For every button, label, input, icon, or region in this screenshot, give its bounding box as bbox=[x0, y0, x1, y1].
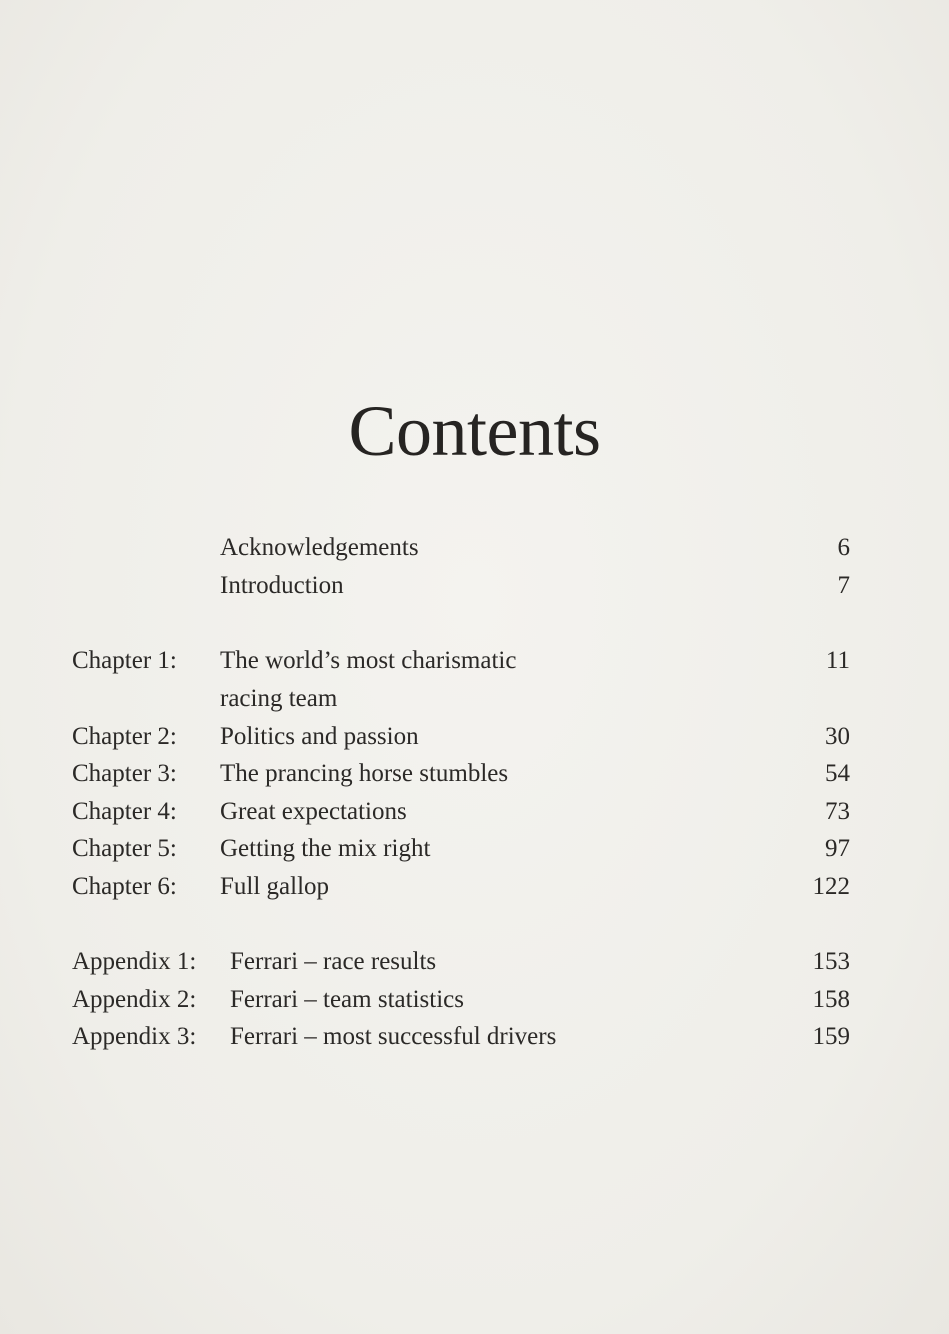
toc-entry-page: 7 bbox=[837, 571, 850, 599]
toc-entry-title: Full gallop bbox=[220, 872, 330, 900]
toc-entry-page: 159 bbox=[812, 1023, 850, 1050]
toc-entry-page: 153 bbox=[812, 948, 850, 975]
toc-entry-title: Ferrari – most successful drivers bbox=[230, 1023, 557, 1050]
toc-entry-page: 11 bbox=[825, 647, 850, 674]
toc-entry-chapter-4 bbox=[72, 793, 850, 831]
toc-entry-chapter-1 bbox=[72, 642, 850, 680]
toc-entry-page: 158 bbox=[812, 985, 850, 1013]
toc-entry-page: 73 bbox=[825, 797, 850, 825]
table-of-contents bbox=[72, 529, 850, 1056]
toc-entry-title-continued: racing team bbox=[220, 684, 338, 712]
toc-entry-title: Introduction bbox=[220, 571, 344, 599]
section-gap bbox=[72, 905, 850, 943]
toc-entry-label: Appendix 1: bbox=[72, 948, 197, 975]
toc-entry-chapter-2 bbox=[72, 718, 850, 756]
toc-entry-chapter-1-continued bbox=[72, 680, 850, 718]
toc-entry-page: 122 bbox=[812, 872, 850, 900]
toc-entry-label: Chapter 3: bbox=[72, 760, 177, 787]
toc-entry-title: Great expectations bbox=[220, 797, 407, 825]
toc-entry-chapter-3 bbox=[72, 755, 850, 793]
toc-entry-page: 30 bbox=[825, 722, 850, 750]
toc-entry-title: Ferrari – team statistics bbox=[230, 985, 464, 1013]
toc-entry-label: Chapter 2: bbox=[72, 722, 177, 750]
toc-entry-appendix-2 bbox=[72, 981, 850, 1019]
toc-entry-page: 6 bbox=[837, 534, 850, 561]
toc-entry-introduction bbox=[72, 567, 850, 605]
toc-entry-title: The world’s most charismatic bbox=[220, 647, 517, 674]
toc-entry-label: Appendix 3: bbox=[72, 1023, 197, 1050]
toc-entry-acknowledgements bbox=[72, 529, 850, 567]
toc-entry-appendix-1 bbox=[72, 943, 850, 981]
toc-entry-appendix-3 bbox=[72, 1018, 850, 1056]
toc-entry-title: Acknowledgements bbox=[220, 534, 419, 561]
toc-entry-title: Ferrari – race results bbox=[230, 948, 437, 975]
toc-entry-title: Politics and passion bbox=[220, 722, 419, 750]
toc-entry-title: The prancing horse stumbles bbox=[220, 760, 509, 787]
toc-entry-page: 54 bbox=[825, 760, 850, 787]
toc-entry-chapter-5 bbox=[72, 830, 850, 868]
toc-entry-label: Appendix 2: bbox=[72, 985, 197, 1013]
toc-entry-chapter-6 bbox=[72, 868, 850, 906]
toc-entry-label: Chapter 4: bbox=[72, 797, 177, 825]
toc-entry-title: Getting the mix right bbox=[220, 835, 431, 862]
toc-entry-page: 97 bbox=[825, 835, 850, 862]
page-title: Contents bbox=[348, 391, 601, 471]
toc-entry-label: Chapter 1: bbox=[72, 647, 177, 674]
toc-entry-label: Chapter 6: bbox=[72, 872, 177, 900]
toc-entry-label: Chapter 5: bbox=[72, 835, 177, 862]
section-gap bbox=[72, 604, 850, 642]
